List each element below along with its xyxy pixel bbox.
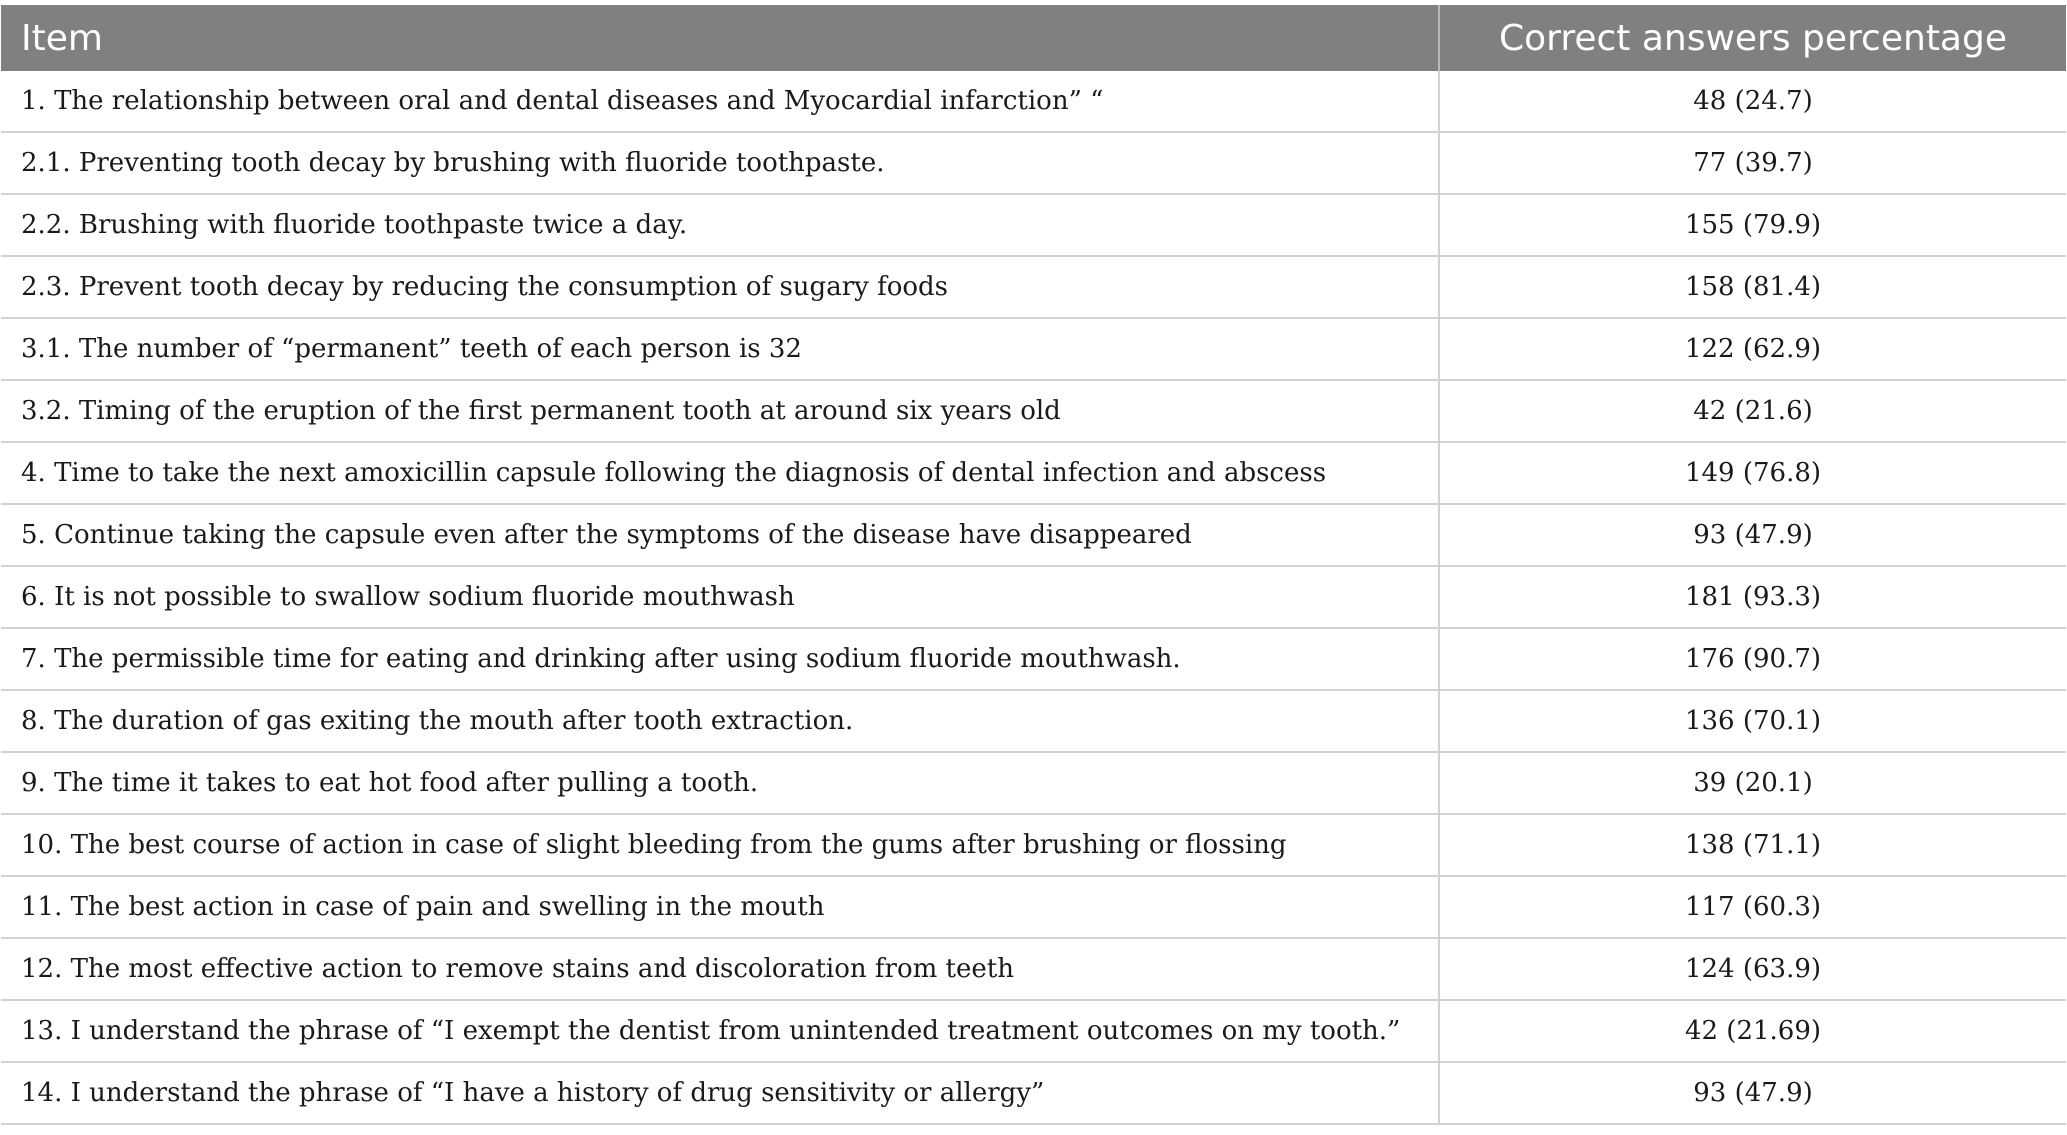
item-cell: 3.2. Timing of the eruption of the first permanent tooth at around six years old [1, 380, 1439, 442]
results-table [1, 5, 2066, 1125]
header-item: Item [1, 5, 1439, 71]
item-cell: 11. The best action in case of pain and swelling in the mouth [1, 876, 1439, 938]
header-correct-answers-percentage: Correct answers percentage [1439, 5, 2066, 71]
table-row [1, 194, 2066, 256]
item-cell: 6. It is not possible to swallow sodium fluoride mouthwash [1, 566, 1439, 628]
table-row [1, 628, 2066, 690]
value-cell: 93 (47.9) [1439, 1062, 2066, 1124]
item-cell: 3.1. The number of “permanent” teeth of each person is 32 [1, 318, 1439, 380]
value-cell: 42 (21.69) [1439, 1000, 2066, 1062]
header-row [1, 5, 2066, 71]
item-cell: 2.1. Preventing tooth decay by brushing with fluoride toothpaste. [1, 132, 1439, 194]
item-cell: 14. I understand the phrase of “I have a history of drug sensitivity or allergy” [1, 1062, 1439, 1124]
item-cell: 2.3. Prevent tooth decay by reducing the consumption of sugary foods [1, 256, 1439, 318]
table-row [1, 1062, 2066, 1124]
table-row [1, 380, 2066, 442]
table-row [1, 938, 2066, 1000]
value-cell: 176 (90.7) [1439, 628, 2066, 690]
value-cell: 93 (47.9) [1439, 504, 2066, 566]
table-row [1, 318, 2066, 380]
table-header [1, 5, 2066, 71]
item-cell: 12. The most effective action to remove stains and discoloration from teeth [1, 938, 1439, 1000]
value-cell: 136 (70.1) [1439, 690, 2066, 752]
item-cell: 8. The duration of gas exiting the mouth after tooth extraction. [1, 690, 1439, 752]
value-cell: 122 (62.9) [1439, 318, 2066, 380]
table-row [1, 256, 2066, 318]
value-cell: 48 (24.7) [1439, 71, 2066, 132]
item-cell: 10. The best course of action in case of slight bleeding from the gums after brushing or flossing [1, 814, 1439, 876]
value-cell: 158 (81.4) [1439, 256, 2066, 318]
value-cell: 155 (79.9) [1439, 194, 2066, 256]
item-cell: 5. Continue taking the capsule even after the symptoms of the disease have disappeared [1, 504, 1439, 566]
table-row [1, 504, 2066, 566]
table-row [1, 752, 2066, 814]
value-cell: 181 (93.3) [1439, 566, 2066, 628]
value-cell: 138 (71.1) [1439, 814, 2066, 876]
table-row [1, 132, 2066, 194]
value-cell: 124 (63.9) [1439, 938, 2066, 1000]
table-row [1, 1000, 2066, 1062]
table-row [1, 690, 2066, 752]
value-cell: 39 (20.1) [1439, 752, 2066, 814]
table-row [1, 71, 2066, 132]
value-cell: 117 (60.3) [1439, 876, 2066, 938]
table-row [1, 876, 2066, 938]
item-cell: 1. The relationship between oral and dental diseases and Myocardial infarction” “ [1, 71, 1439, 132]
value-cell: 77 (39.7) [1439, 132, 2066, 194]
value-cell: 149 (76.8) [1439, 442, 2066, 504]
item-cell: 13. I understand the phrase of “I exempt the dentist from unintended treatment outcomes on my tooth.” [1, 1000, 1439, 1062]
table-row [1, 442, 2066, 504]
table-body [1, 71, 2066, 1124]
item-cell: 7. The permissible time for eating and drinking after using sodium fluoride mouthwash. [1, 628, 1439, 690]
item-cell: 4. Time to take the next amoxicillin capsule following the diagnosis of dental infection and abscess [1, 442, 1439, 504]
item-cell: 9. The time it takes to eat hot food after pulling a tooth. [1, 752, 1439, 814]
table-row [1, 566, 2066, 628]
item-cell: 2.2. Brushing with fluoride toothpaste twice a day. [1, 194, 1439, 256]
table-row [1, 814, 2066, 876]
value-cell: 42 (21.6) [1439, 380, 2066, 442]
